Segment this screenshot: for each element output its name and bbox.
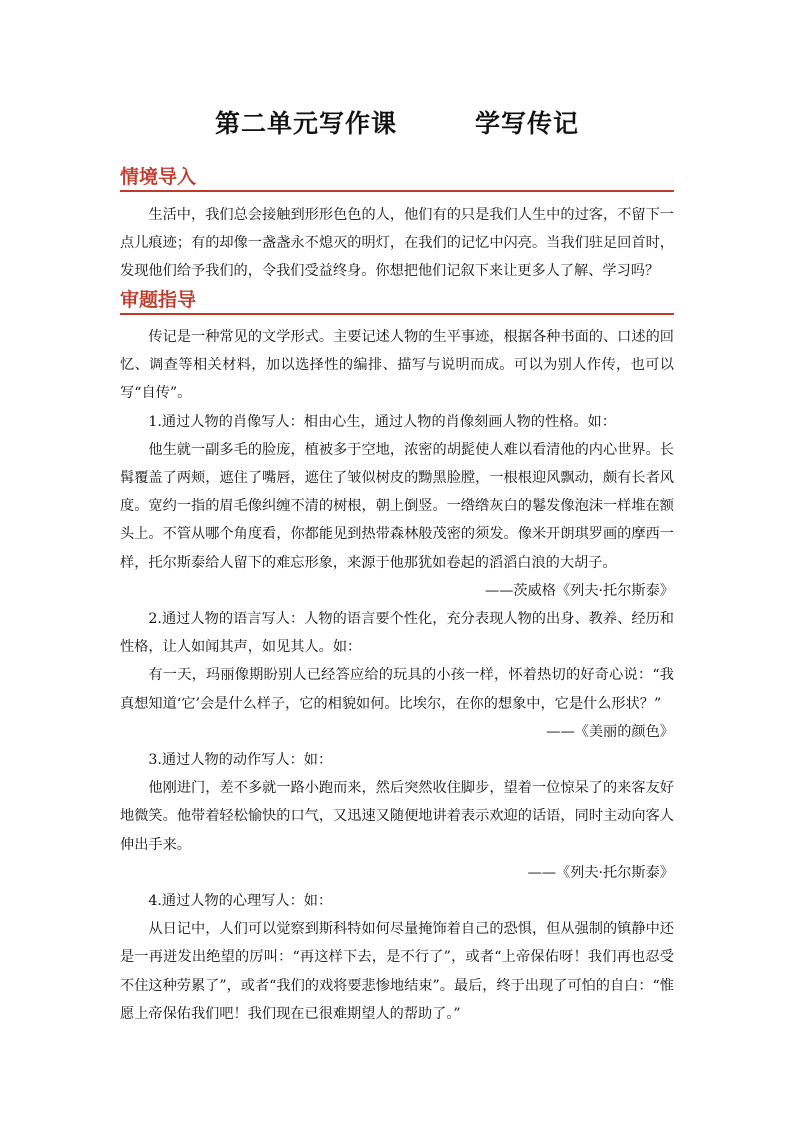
title-part-1: 第二单元写作课 — [214, 109, 397, 138]
paragraph: 生活中，我们总会接触到形形色色的人，他们有的只是我们人生中的过客，不留下一点儿痕迹；有的却像一盏盏永不熄灭的明灯，在我们的记忆中闪亮。当我们驻足回首时，发现他们给予我们的，令我们受益终身。你想把他们记叙下来让更多人了解、学习吗？ — [120, 207, 674, 280]
method-item-portrait: 1.通过人物的肖像写人：相由心生，通过人物的肖像刻画人物的性格。如： — [148, 413, 616, 430]
source-citation: ——《列夫·托尔斯泰》 — [527, 864, 674, 881]
example-paragraph: 他刚进门，差不多就一路小跑而来，然后突然收住脚步，望着一位惊呆了的来客友好地微笑。他带着轻松愉快的口气，又迅速又随便地讲着表示欢迎的话语，同时主动向客人伸出手来。 — [120, 780, 674, 853]
method-item-action: 3.通过人物的动作写人：如： — [148, 752, 333, 769]
method-item-psychology: 4.通过人物的心理写人：如： — [148, 893, 333, 910]
section-heading-label: 审题指导 — [120, 289, 197, 311]
example-paragraph: 从日记中，人们可以觉察到斯科特如何尽量掩饰着自己的恐惧，但从强制的镇静中还是一再迸发出绝望的厉叫：“再这样下去，是不行了”，或者“上帝保佑呀！我们再也忍受不住这种劳累了”，或者“我们的戏将要悲惨地结束”。最后，终于出现了可怕的自白：“惟愿上帝保佑我们吧！我们现在已很难期望人的帮助了。” — [120, 921, 674, 1022]
page-title — [0, 104, 794, 140]
method-item-language: 2.通过人物的语言写人：人物的语言要个性化，充分表现人物的出身、教养、经历和性格，让人如闻其声，如见其人。如： — [120, 611, 674, 656]
section-heading-situation — [120, 164, 674, 192]
source-citation: ——《美丽的颜色》 — [546, 723, 674, 740]
title-part-2: 学写传记 — [475, 109, 580, 138]
paragraph: 传记是一种常见的文学形式。主要记述人物的生平事迹，根据各种书面的、口述的回忆、调查等相关材料，加以选择性的编排、描写与说明而成。可以为别人作传，也可以写“自传”。 — [120, 329, 674, 402]
section-body-situation — [120, 201, 674, 286]
source-citation: ——茨威格《列夫·托尔斯泰》 — [485, 582, 674, 599]
example-paragraph: 他生就一副多毛的脸庞，植被多于空地，浓密的胡髭使人难以看清他的内心世界。长髯覆盖了两颊，遮住了嘴唇，遮住了皱似树皮的黝黑脸膛，一根根迎风飘动，颇有长者风度。宽约一指的眉毛像纠缠不清的树根，朝上倒竖。一绺绺灰白的鬈发像泡沫一样堆在额头上。不管从哪个角度看，你都能见到热带森林般茂密的须发。像米开朗琪罗画的摩西一样，托尔斯泰给人留下的难忘形象，来源于他那犹如卷起的滔滔白浪的大胡子。 — [120, 441, 674, 571]
section-heading-guidance — [120, 287, 674, 315]
section-body-guidance — [120, 323, 674, 1028]
section-heading-label: 情境导入 — [120, 166, 197, 188]
example-paragraph: 有一天，玛丽像期盼别人已经答应给的玩具的小孩一样，怀着热切的好奇心说：“我真想知道‘它’会是什么样子，它的相貌如何。比埃尔，在你的想象中，它是什么形状？” — [120, 667, 674, 712]
